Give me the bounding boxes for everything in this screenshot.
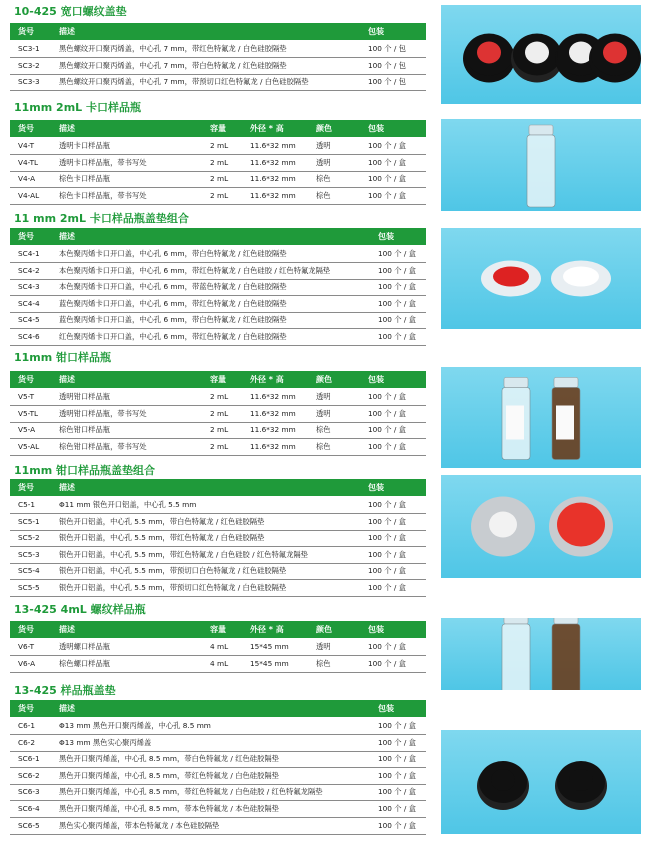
row-desc: Φ13 mm 黑色开口聚丙烯盖，中心孔 8.5 mm [59,721,211,730]
table-row [10,547,426,564]
row-pack: 100 个 / 盒 [378,770,416,780]
header-desc: 描述 [59,124,75,133]
row-pack: 100 个 / 盒 [378,265,416,275]
header-color: 颜色 [316,124,332,133]
row-desc: 银色开口铝盖，中心孔 5.5 mm，带预切口白色特氟龙 / 红色硅胶隔垫 [59,566,287,576]
row-color: 透明 [316,408,331,418]
row-code: SC6-1 [18,754,40,764]
section-title: 11mm 2mL 卡口样品瓶 [14,101,142,114]
row-desc: 棕色钳口样品瓶，带书写处 [59,441,147,451]
header-code: 货号 [18,27,34,36]
row-color: 棕色 [316,658,331,668]
row-code: V4-TL [18,157,39,167]
row-desc: 本色聚丙烯卡口开口盖，中心孔 6 mm，带白色特氟龙 / 红色硅胶隔垫 [59,249,287,258]
row-code: SC5-2 [18,533,40,543]
row-pack: 100 个 / 盒 [368,642,406,651]
header-code: 货号 [18,124,34,133]
table-row [10,656,426,673]
table-row [10,406,426,423]
header-pack: 包装 [368,375,384,384]
row-pack: 100 个 / 盒 [368,516,406,526]
row-pack: 100 个 / 盒 [368,566,406,576]
table-row [10,768,426,785]
table-row [10,74,426,91]
table-row [10,312,426,329]
table-row [10,329,426,346]
header-volume: 容量 [210,375,226,384]
row-desc: 红色聚丙烯卡口开口盖，中心孔 6 mm，带红色特氟龙 / 白色硅胶隔垫 [59,332,287,341]
table-header [10,621,426,638]
table-row [10,801,426,818]
row-desc: 蓝色聚丙烯卡口开口盖，中心孔 6 mm，带红色特氟龙 / 白色硅胶隔垫 [59,298,287,308]
row-code: SC4-4 [18,298,40,308]
row-color: 棕色 [316,441,331,451]
product-photo [441,367,641,468]
header-code: 货号 [18,483,34,492]
table-header [10,23,426,40]
row-volume: 4 mL [210,642,229,651]
row-pack: 100 个 / 盒 [368,500,406,509]
row-desc: 本色聚丙烯卡口开口盖，中心孔 6 mm，带红色特氟龙 / 白色硅胶 / 红色特氟龙隔垫 [59,265,331,275]
table-row [10,784,426,801]
row-code: SC3-3 [18,77,40,87]
table-row [10,58,426,75]
row-desc: 透明螺口样品瓶 [59,642,111,651]
table-row [10,188,426,205]
table-row [10,279,426,296]
row-size: 11.6*32 mm [250,141,296,150]
row-desc: 黑色螺纹开口聚丙烯盖，中心孔 7 mm，带红色特氟龙 / 白色硅胶隔垫 [59,44,287,53]
row-code: C5-1 [18,500,36,509]
photo-illustration [441,228,641,329]
row-code: SC5-3 [18,549,40,559]
table-row [10,639,426,656]
row-desc: 黑色开口聚丙烯盖，中心孔 8.5 mm，带白色特氟龙 / 红色硅胶隔垫 [59,754,279,764]
row-volume: 2 mL [210,174,229,184]
product-photo [441,475,641,578]
row-desc: 棕色钳口样品瓶 [59,425,111,435]
row-pack: 100 个 / 盒 [378,721,416,730]
row-desc: 透明钳口样品瓶 [59,392,111,401]
header-size: 外径 * 高 [250,124,284,133]
row-code: SC3-1 [18,44,40,53]
row-pack: 100 个 / 盒 [368,658,406,668]
table-row [10,246,426,263]
product-photo [441,730,641,834]
row-volume: 2 mL [210,441,229,451]
row-volume: 2 mL [210,157,229,167]
section-title: 11mm 钳口样品瓶盖垫组合 [14,464,156,477]
header-size: 外径 * 高 [250,375,284,384]
photo-illustration [441,475,641,578]
row-desc: 本色聚丙烯卡口开口盖，中心孔 6 mm，带蓝色特氟龙 / 白色硅胶隔垫 [59,282,287,292]
row-desc: 蓝色聚丙烯卡口开口盖，中心孔 6 mm，带白色特氟龙 / 红色硅胶隔垫 [59,315,287,325]
section-title: 11mm 钳口样品瓶 [14,351,112,364]
row-size: 11.6*32 mm [250,441,296,451]
header-desc: 描述 [59,375,75,384]
table-row [10,263,426,280]
row-pack: 100 个 / 盒 [368,533,406,543]
row-pack: 100 个 / 包 [368,60,406,70]
row-code: SC4-5 [18,315,40,325]
row-volume: 2 mL [210,425,229,435]
row-code: SC4-3 [18,282,40,292]
row-pack: 100 个 / 盒 [368,408,406,418]
header-code: 货号 [18,375,34,384]
table-row [10,580,426,597]
row-code: SC6-4 [18,804,40,813]
table-row [10,514,426,531]
row-pack: 100 个 / 盒 [368,583,406,592]
photo-illustration [441,367,641,468]
header-desc: 描述 [59,625,75,634]
row-desc: 银色开口铝盖，中心孔 5.5 mm，带白色特氟龙 / 红色硅胶隔垫 [59,516,265,526]
table-row [10,171,426,188]
row-code: V5-AL [18,441,40,451]
row-code: SC3-2 [18,60,40,70]
row-pack: 100 个 / 盒 [368,174,406,184]
row-code: V6-A [18,658,36,668]
header-volume: 容量 [210,124,226,133]
photo-illustration [441,618,641,690]
row-pack: 100 个 / 盒 [378,332,416,341]
row-color: 透明 [316,392,331,401]
row-pack: 100 个 / 盒 [368,549,406,559]
row-pack: 100 个 / 包 [368,44,406,53]
row-volume: 2 mL [210,408,229,418]
row-color: 棕色 [316,425,331,435]
table-header [10,479,426,496]
row-desc: 黑色开口聚丙烯盖，中心孔 8.5 mm，带红色特氟龙 / 白色硅胶 / 红色特氟龙隔垫 [59,787,323,797]
header-code: 货号 [18,232,34,241]
header-pack: 包装 [368,483,384,492]
row-pack: 100 个 / 盒 [368,392,406,401]
row-desc: Φ13 mm 黑色实心聚丙烯盖 [59,737,152,747]
section-title: 13-425 4mL 螺纹样品瓶 [14,603,146,616]
table-row [10,818,426,835]
header-size: 外径 * 高 [250,625,284,634]
row-volume: 2 mL [210,392,229,401]
product-photo [441,119,641,211]
row-pack: 100 个 / 盒 [368,157,406,167]
table-row [10,389,426,406]
row-code: C6-1 [18,721,36,730]
row-pack: 100 个 / 盒 [378,249,416,258]
table-row [10,138,426,155]
product-photo [441,618,641,690]
row-desc: 黑色螺纹开口聚丙烯盖，中心孔 7 mm，带白色特氟龙 / 红色硅胶隔垫 [59,60,287,70]
row-pack: 100 个 / 盒 [368,425,406,435]
table-row [10,530,426,547]
header-pack: 包装 [378,232,394,241]
table-row [10,439,426,456]
row-code: V5-T [18,392,35,401]
product-photo [441,228,641,329]
row-code: SC5-4 [18,566,40,576]
row-code: SC4-6 [18,332,40,341]
row-code: V4-T [18,141,35,150]
header-desc: 描述 [59,704,75,713]
row-color: 透明 [316,642,331,651]
row-pack: 100 个 / 盒 [378,787,416,797]
row-size: 11.6*32 mm [250,174,296,184]
row-size: 15*45 mm [250,642,289,651]
photo-illustration [441,730,641,834]
header-color: 颜色 [316,625,332,634]
row-code: C6-2 [18,737,36,747]
table-header [10,700,426,717]
row-code: SC4-2 [18,265,40,275]
row-desc: 黑色开口聚丙烯盖，中心孔 8.5 mm，带本色特氟龙 / 本色硅胶隔垫 [59,804,279,813]
table-row [10,155,426,172]
photo-illustration [441,5,641,104]
row-pack: 100 个 / 盒 [378,737,416,747]
row-color: 透明 [316,141,331,150]
header-pack: 包装 [378,704,394,713]
row-code: SC6-5 [18,820,40,830]
row-color: 透明 [316,157,331,167]
row-desc: 透明钳口样品瓶，带书写处 [59,408,147,418]
row-volume: 2 mL [210,141,229,150]
row-desc: 透明卡口样品瓶 [59,141,111,150]
row-desc: 银色开口铝盖，中心孔 5.5 mm，带红色特氟龙 / 白色硅胶隔垫 [59,533,265,543]
header-pack: 包装 [368,124,384,133]
row-code: V6-T [18,642,35,651]
row-color: 棕色 [316,174,331,184]
row-pack: 100 个 / 盒 [378,315,416,325]
section-title: 11 mm 2mL 卡口样品瓶盖垫组合 [14,212,189,225]
table-row [10,735,426,752]
row-size: 15*45 mm [250,658,289,668]
row-pack: 100 个 / 盒 [378,804,416,813]
row-size: 11.6*32 mm [250,190,296,200]
table-row [10,296,426,313]
row-code: SC4-1 [18,249,40,258]
row-volume: 4 mL [210,658,229,668]
row-pack: 100 个 / 盒 [378,298,416,308]
table-row [10,718,426,735]
header-volume: 容量 [210,625,226,634]
row-volume: 2 mL [210,190,229,200]
header-pack: 包装 [368,625,384,634]
row-code: SC6-3 [18,787,40,797]
row-desc: Φ11 mm 银色开口铝盖，中心孔 5.5 mm [59,500,197,509]
row-code: SC5-1 [18,516,40,526]
header-desc: 描述 [59,27,75,36]
row-size: 11.6*32 mm [250,408,296,418]
table-row [10,497,426,514]
product-photo [441,5,641,104]
row-desc: 棕色卡口样品瓶，带书写处 [59,190,147,200]
row-pack: 100 个 / 盒 [368,141,406,150]
header-code: 货号 [18,704,34,713]
table-header [10,228,426,245]
row-desc: 黑色螺纹开口聚丙烯盖，中心孔 7 mm，带预切口红色特氟龙 / 白色硅胶隔垫 [59,77,309,87]
photo-illustration [441,119,641,211]
row-code: SC5-5 [18,583,40,592]
header-desc: 描述 [59,483,75,492]
row-desc: 透明卡口样品瓶，带书写处 [59,157,147,167]
row-pack: 100 个 / 盒 [368,190,406,200]
row-pack: 100 个 / 盒 [368,441,406,451]
table-header [10,120,426,137]
row-desc: 银色开口铝盖，中心孔 5.5 mm，带预切口红色特氟龙 / 白色硅胶隔垫 [59,583,287,592]
row-color: 棕色 [316,190,331,200]
section-title: 10-425 宽口螺纹盖垫 [14,5,127,18]
row-pack: 100 个 / 盒 [378,282,416,292]
row-code: SC6-2 [18,770,40,780]
table-row [10,751,426,768]
row-desc: 黑色实心聚丙烯盖，带本色特氟龙 / 本色硅胶隔垫 [59,820,220,830]
row-desc: 银色开口铝盖，中心孔 5.5 mm，带红色特氟龙 / 白色硅胶 / 红色特氟龙隔垫 [59,549,308,559]
row-size: 11.6*32 mm [250,392,296,401]
row-desc: 黑色开口聚丙烯盖，中心孔 8.5 mm，带红色特氟龙 / 白色硅胶隔垫 [59,770,279,780]
header-desc: 描述 [59,232,75,241]
section-title: 13-425 样品瓶盖垫 [14,684,116,697]
row-code: V5-TL [18,408,39,418]
header-pack: 包装 [368,27,384,36]
row-code: V4-AL [18,190,40,200]
row-desc: 棕色螺口样品瓶 [59,658,111,668]
header-color: 颜色 [316,375,332,384]
header-code: 货号 [18,625,34,634]
row-size: 11.6*32 mm [250,157,296,167]
row-pack: 100 个 / 盒 [378,820,416,830]
row-desc: 棕色卡口样品瓶 [59,174,111,184]
row-pack: 100 个 / 盒 [378,754,416,764]
row-size: 11.6*32 mm [250,425,296,435]
row-pack: 100 个 / 包 [368,77,406,87]
table-header [10,371,426,388]
row-code: V4-A [18,174,36,184]
table-row [10,41,426,58]
table-row [10,563,426,580]
table-row [10,422,426,439]
row-code: V5-A [18,425,36,435]
